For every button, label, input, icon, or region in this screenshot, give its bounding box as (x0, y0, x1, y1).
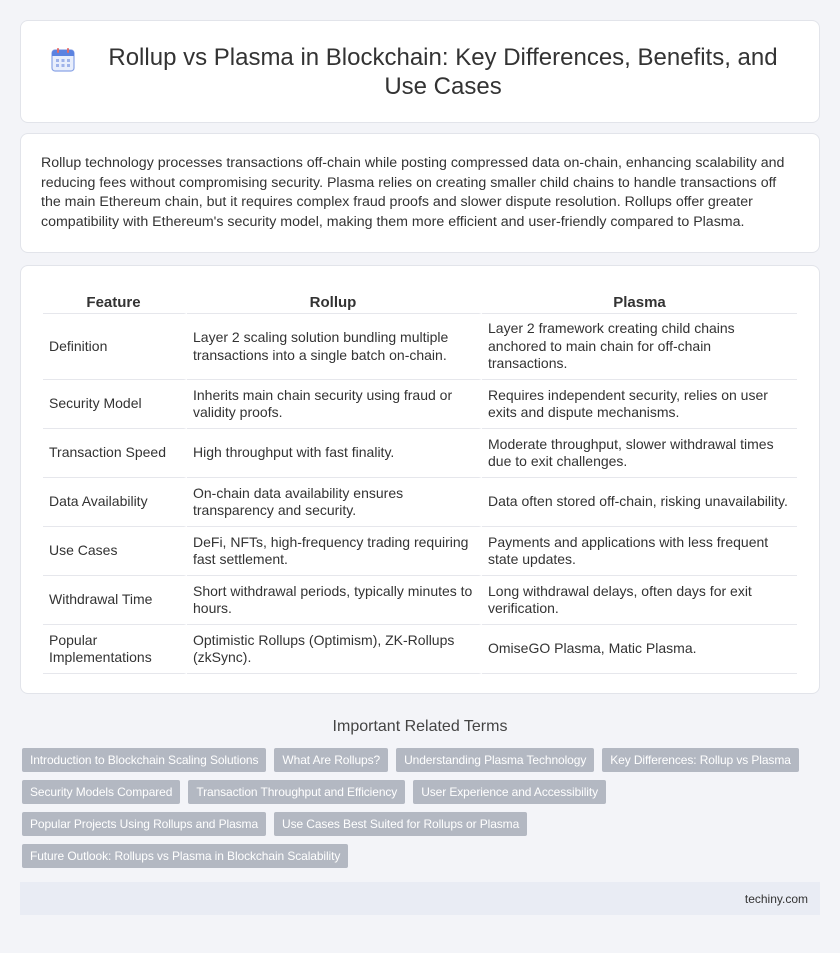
plasma-cell: OmiseGO Plasma, Matic Plasma. (482, 625, 797, 674)
header-feature: Feature (43, 282, 187, 314)
rollup-cell: On-chain data availability ensures transparency and security. (187, 478, 482, 527)
table-row (43, 380, 797, 429)
feature-cell: Popular Implementations (43, 625, 187, 674)
related-tag[interactable]: User Experience and Accessibility (413, 780, 606, 804)
calendar-icon (50, 47, 76, 73)
plasma-cell: Requires independent security, relies on user exits and dispute mechanisms. (482, 380, 797, 429)
plasma-cell: Data often stored off-chain, risking unavailability. (482, 478, 797, 527)
rollup-cell: Inherits main chain security using fraud or validity proofs. (187, 380, 482, 429)
plasma-cell: Long withdrawal delays, often days for exit verification. (482, 576, 797, 625)
comparison-table (43, 282, 797, 674)
related-tag[interactable]: Introduction to Blockchain Scaling Solutions (22, 748, 266, 772)
header-rollup: Rollup (187, 282, 482, 314)
feature-cell: Transaction Speed (43, 429, 187, 478)
intro-text: Rollup technology processes transactions off-chain while posting compressed data on-chain, enhancing scalability and reducing fees without compromising security. Plasma relies on creating smaller child chains to handle transactions off the main Ethereum chain, but it requires complex fraud proofs and slower dispute resolution. Rollups offer greater compatibility with Ethereum's security model, making them more efficient and user-friendly compared to Plasma. (41, 155, 785, 230)
rollup-cell: Short withdrawal periods, typically minutes to hours. (187, 576, 482, 625)
related-tag[interactable]: Key Differences: Rollup vs Plasma (602, 748, 799, 772)
plasma-cell: Moderate throughput, slower withdrawal times due to exit challenges. (482, 429, 797, 478)
rollup-cell: Layer 2 scaling solution bundling multiple transactions into a single batch on-chain. (187, 314, 482, 380)
related-tag[interactable]: Popular Projects Using Rollups and Plasma (22, 812, 266, 836)
table-row (43, 314, 797, 380)
table-header-row (43, 282, 797, 314)
related-tag[interactable]: Understanding Plasma Technology (396, 748, 594, 772)
feature-cell: Data Availability (43, 478, 187, 527)
feature-cell: Withdrawal Time (43, 576, 187, 625)
intro-card (20, 133, 820, 253)
feature-cell: Use Cases (43, 527, 187, 576)
related-tags (0, 748, 840, 868)
comparison-card (20, 265, 820, 694)
table-row (43, 429, 797, 478)
related-tag[interactable]: Future Outlook: Rollups vs Plasma in Blockchain Scalability (22, 844, 348, 868)
page-title: Rollup vs Plasma in Blockchain: Key Differences, Benefits, and Use Cases (108, 43, 778, 100)
related-terms-section (0, 718, 840, 868)
related-terms-title: Important Related Terms (332, 718, 508, 735)
title-wrap (50, 43, 790, 101)
related-tag[interactable]: Transaction Throughput and Efficiency (188, 780, 405, 804)
feature-cell: Security Model (43, 380, 187, 429)
header-card (20, 20, 820, 123)
footer-site[interactable]: techiny.com (744, 891, 808, 906)
header-plasma: Plasma (482, 282, 797, 314)
rollup-cell: DeFi, NFTs, high-frequency trading requiring fast settlement. (187, 527, 482, 576)
table-row (43, 478, 797, 527)
related-tag[interactable]: Security Models Compared (22, 780, 180, 804)
plasma-cell: Layer 2 framework creating child chains anchored to main chain for off-chain transactions. (482, 314, 797, 380)
rollup-cell: Optimistic Rollups (Optimism), ZK-Rollups (zkSync). (187, 625, 482, 674)
footer (20, 882, 820, 915)
feature-cell: Definition (43, 314, 187, 380)
plasma-cell: Payments and applications with less frequent state updates. (482, 527, 797, 576)
table-row (43, 576, 797, 625)
rollup-cell: High throughput with fast finality. (187, 429, 482, 478)
table-row (43, 625, 797, 674)
table-row (43, 527, 797, 576)
related-tag[interactable]: Use Cases Best Suited for Rollups or Plasma (274, 812, 527, 836)
related-tag[interactable]: What Are Rollups? (274, 748, 388, 772)
